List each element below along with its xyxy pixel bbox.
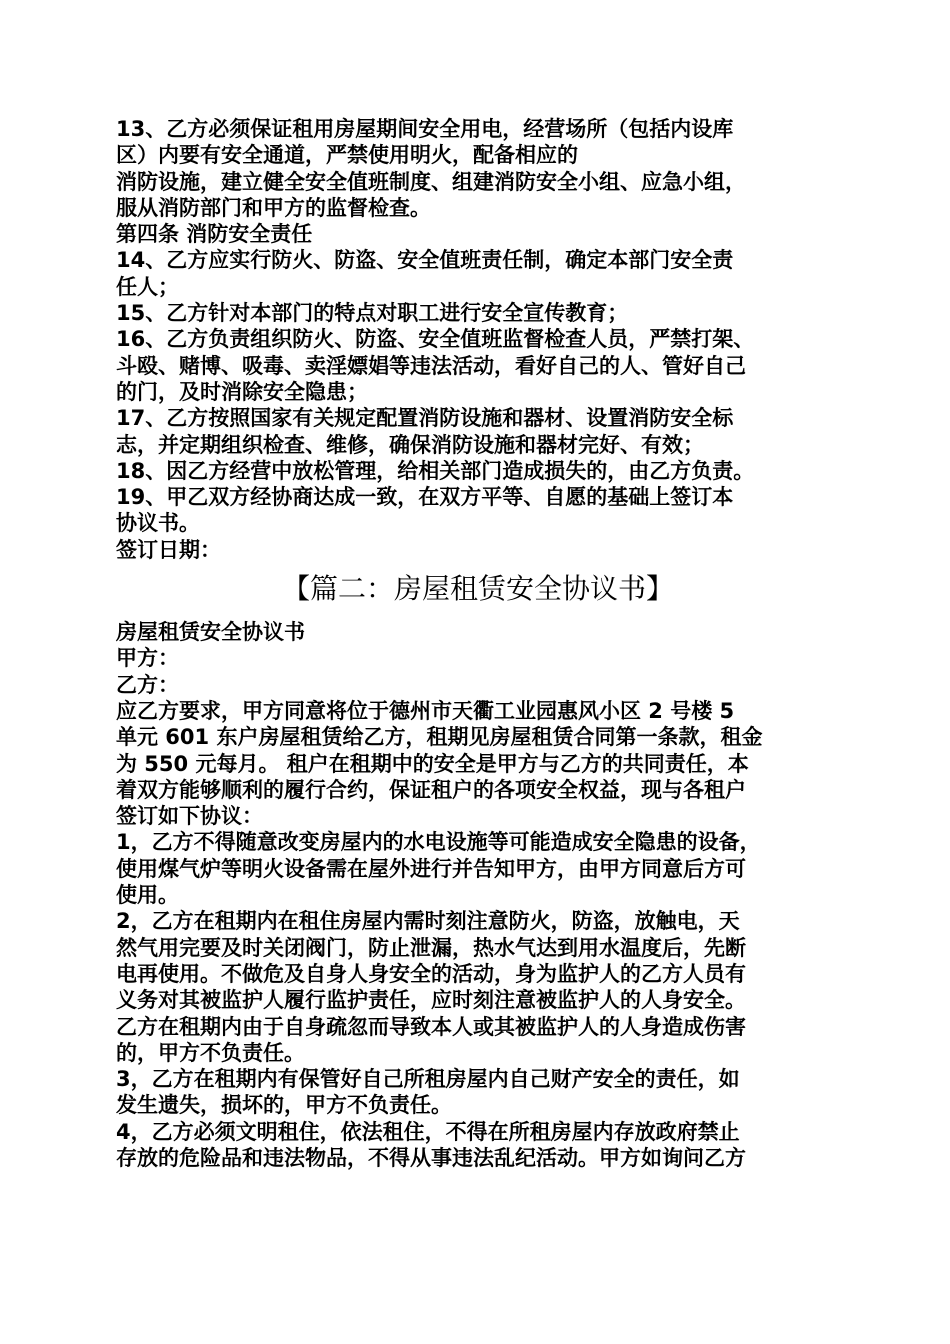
text-line: 乙方在租期内由于自身疏忽而导致本人或其被监护人的人身造成伤害 [116, 1014, 746, 1039]
text-line: 15、乙方针对本部门的特点对职工进行安全宣传教育； [116, 301, 629, 326]
article-heading: 第四条 消防安全责任 [116, 222, 313, 247]
text-line: 1，乙方不得随意改变房屋内的水电设施等可能造成安全隐患的设备， [116, 830, 761, 855]
text-line: 使用。 [116, 883, 179, 908]
agreement-title: 房屋租赁安全协议书 [116, 620, 305, 645]
text-line: 单元 601 东户房屋租赁给乙方，租期见房屋租赁合同第一条款，租金 [116, 725, 763, 750]
section-two-body [116, 619, 840, 1171]
text-line: 14、乙方应实行防火、防盗、安全值班责任制，确定本部门安全责 [116, 248, 734, 273]
text-line: 区）内要有安全通道，严禁使用明火，配备相应的 [116, 143, 578, 168]
text-line: 使用煤气炉等明火设备需在屋外进行并告知甲方，由甲方同意后方可 [116, 856, 746, 881]
text-line: 18、因乙方经营中放松管理，给相关部门造成损失的，由乙方负责。 [116, 458, 755, 483]
text-line: 服从消防部门和甲方的监督检查。 [116, 195, 431, 220]
document-page [116, 116, 840, 1171]
text-line: 17、乙方按照国家有关规定配置消防设施和器材、设置消防安全标 [116, 406, 734, 431]
text-line: 着双方能够顺利的履行合约，保证租户的各项安全权益，现与各租户 [116, 777, 746, 802]
signing-date-label: 签订日期： [116, 537, 221, 562]
text-line: 发生遗失，损坏的，甲方不负责任。 [116, 1093, 452, 1118]
text-line: 16、乙方负责组织防火、防盗、安全值班监督检查人员，严禁打架、 [116, 327, 755, 352]
text-line: 的，甲方不负责任。 [116, 1040, 305, 1065]
text-line: 协议书。 [116, 511, 200, 536]
section-one-body [116, 116, 840, 563]
party-a-label: 甲方： [116, 646, 179, 671]
text-line: 然气用完要及时关闭阀门，防止泄漏，热水气达到用水温度后，先断 [116, 935, 746, 960]
text-line: 志，并定期组织检查、维修，确保消防设施和器材完好、有效； [116, 432, 704, 457]
text-line: 电再使用。不做危及自身人身安全的活动，身为监护人的乙方人员有 [116, 961, 746, 986]
text-line: 应乙方要求，甲方同意将位于德州市天衢工业园惠风小区 2 号楼 5 [116, 698, 735, 723]
text-line: 2，乙方在租期内在租住房屋内需时刻注意防火，防盗，放触电，天 [116, 909, 740, 934]
text-line: 为 550 元每月。 租户在租期中的安全是甲方与乙方的共同责任，本 [116, 751, 749, 776]
text-line: 签订如下协议： [116, 804, 263, 829]
text-line: 义务对其被监护人履行监护责任，应时刻注意被监护人的人身安全。 [116, 988, 746, 1013]
text-line: 斗殴、赌博、吸毒、卖淫嫖娼等违法活动，看好自己的人、管好自己 [116, 353, 746, 378]
text-line: 13、乙方必须保证租用房屋期间安全用电，经营场所（包括内设库 [116, 117, 734, 141]
text-line: 的门，及时消除安全隐患； [116, 379, 368, 404]
text-line: 3，乙方在租期内有保管好自己所租房屋内自己财产安全的责任，如 [116, 1067, 740, 1092]
text-line: 存放的危险品和违法物品，不得从事违法乱纪活动。甲方如询问乙方 [116, 1145, 746, 1170]
text-line: 19、甲乙双方经协商达成一致，在双方平等、自愿的基础上签订本 [116, 485, 734, 510]
text-line: 4，乙方必须文明租住，依法租住，不得在所租房屋内存放政府禁止 [116, 1119, 740, 1144]
section-two-heading: 【篇二：房屋租赁安全协议书】 [281, 572, 674, 606]
text-line: 消防设施，建立健全安全值班制度、组建消防安全小组、应急小组， [116, 169, 746, 194]
party-b-label: 乙方： [116, 672, 179, 697]
text-line: 任人； [116, 274, 179, 299]
